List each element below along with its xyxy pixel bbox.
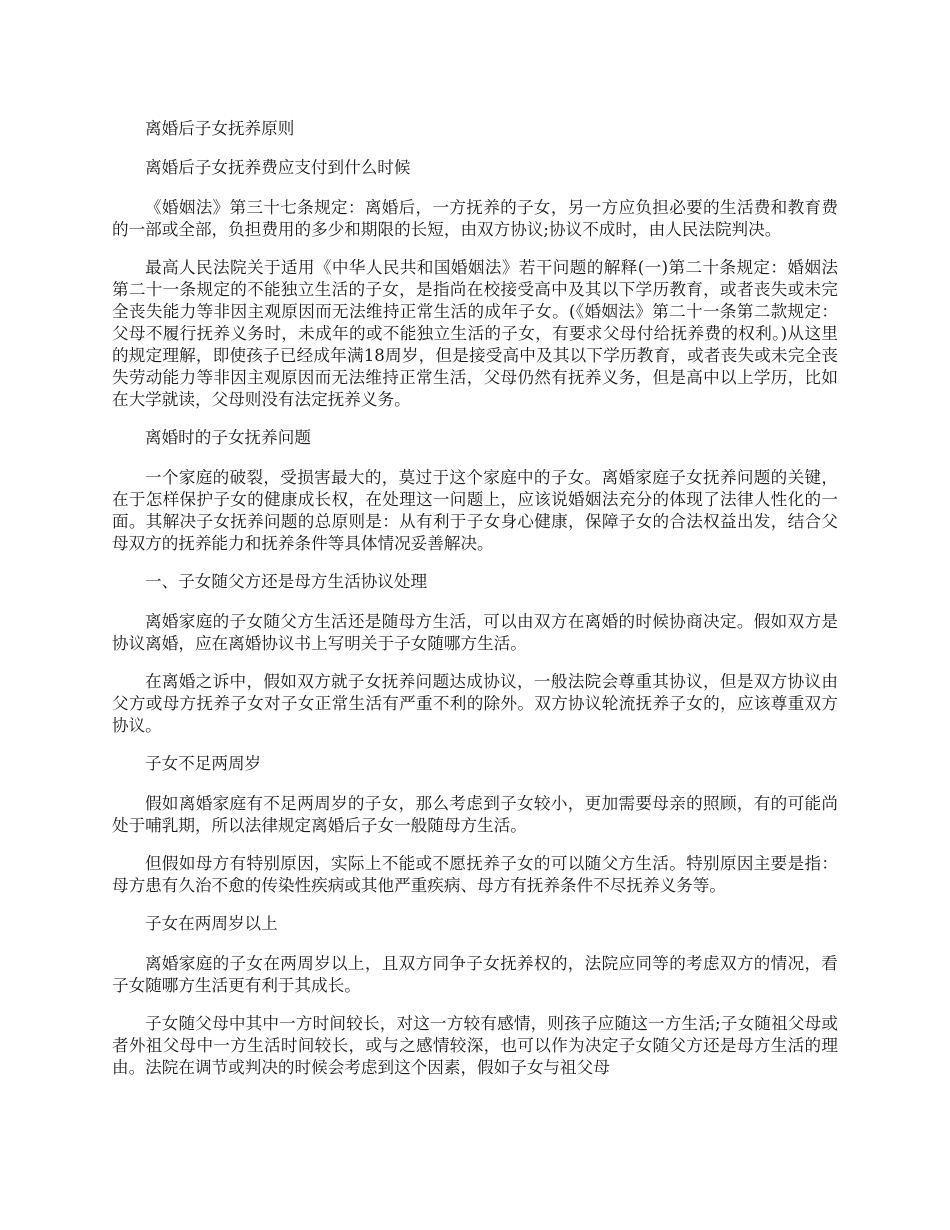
document-heading: 子女在两周岁以上 (145, 914, 278, 933)
document-heading: 离婚时的子女抚养问题 (145, 428, 311, 447)
document-paragraph: 最高人民法院关于适用《中华人民共和国婚姻法》若干问题的解释(一)第二十条规定：婚姻法第二十一条规定的不能独立生活的子女，是指尚在校接受高中及其以下学历教育，或者丧失或未完全丧失能力等非因主观原因而无法维持正常生活的成年子女。(《婚姻法》第二十一条第二款规定：父母不履行抚养义务时，未成年的或不能独立生活的子女，有要求父母付给抚养费的权利。)从这里的规定理解，即使孩子已经成年满18周岁，但是接受高中及其以下学历教育，或者丧失或未完全丧失劳动能力等非因主观原因而无法维持正常生活，父母仍然有抚养义务，但是高中以上学历，比如在大学就读，父母则没有法定抚养义务。 (112, 258, 838, 409)
document-paragraph: 离婚家庭的子女在两周岁以上，且双方同争子女抚养权的，法院应同等的考虑双方的情况，看子女随哪方生活更有利于其成长。 (112, 954, 838, 995)
document-heading: 一、子女随父方还是母方生活协议处理 (145, 572, 428, 591)
document-paragraph: 《婚姻法》第三十七条规定：离婚后，一方抚养的子女，另一方应负担必要的生活费和教育费的一部或全部，负担费用的多少和期限的长短，由双方协议;协议不成时，由人民法院判决。 (112, 198, 838, 239)
document-paragraph: 子女随父母中其中一方时间较长，对这一方较有感情，则孩子应随这一方生活;子女随祖父母或者外祖父母中一方生活时间较长，或与之感情较深，也可以作为决定子女随父方还是母方生活的理由。法院在调节或判决的时候会考虑到这个因素，假如子女与祖父母 (112, 1014, 838, 1077)
document-heading: 子女不足两周岁 (145, 754, 262, 773)
document-paragraph: 在离婚之诉中，假如双方就子女抚养问题达成协议，一般法院会尊重其协议，但是双方协议由父方或母方抚养子女对子女正常生活有严重不利的除外。双方协议轮流抚养子女的，应该尊重双方协议。 (112, 672, 838, 735)
document-heading: 离婚后子女抚养费应支付到什么时候 (145, 158, 411, 177)
document-paragraph: 离婚后子女抚养原则 (145, 119, 295, 138)
document-paragraph: 但假如母方有特别原因，实际上不能或不愿抚养子女的可以随父方生活。特别原因主要是指：母方患有久治不愈的传染性疾病或其他严重疾病、母方有抚养条件不尽抚养义务等。 (112, 854, 838, 895)
document-paragraph: 假如离婚家庭有不足两周岁的子女，那么考虑到子女较小，更加需要母亲的照顾，有的可能尚处于哺乳期，所以法律规定离婚后子女一般随母方生活。 (112, 794, 838, 835)
document-paragraph: 离婚家庭的子女随父方生活还是随母方生活，可以由双方在离婚的时候协商决定。假如双方是协议离婚，应在离婚协议书上写明关于子女随哪方生活。 (112, 612, 838, 653)
document-paragraph: 一个家庭的破裂，受损害最大的，莫过于这个家庭中的子女。离婚家庭子女抚养问题的关键，在于怎样保护子女的健康成长权，在处理这一问题上，应该说婚姻法充分的体现了法律人性化的一面。其解决子女抚养问题的总原则是：从有利于子女身心健康，保障子女的合法权益出发，结合父母双方的抚养能力和抚养条件等具体情况妥善解决。 (112, 468, 838, 553)
